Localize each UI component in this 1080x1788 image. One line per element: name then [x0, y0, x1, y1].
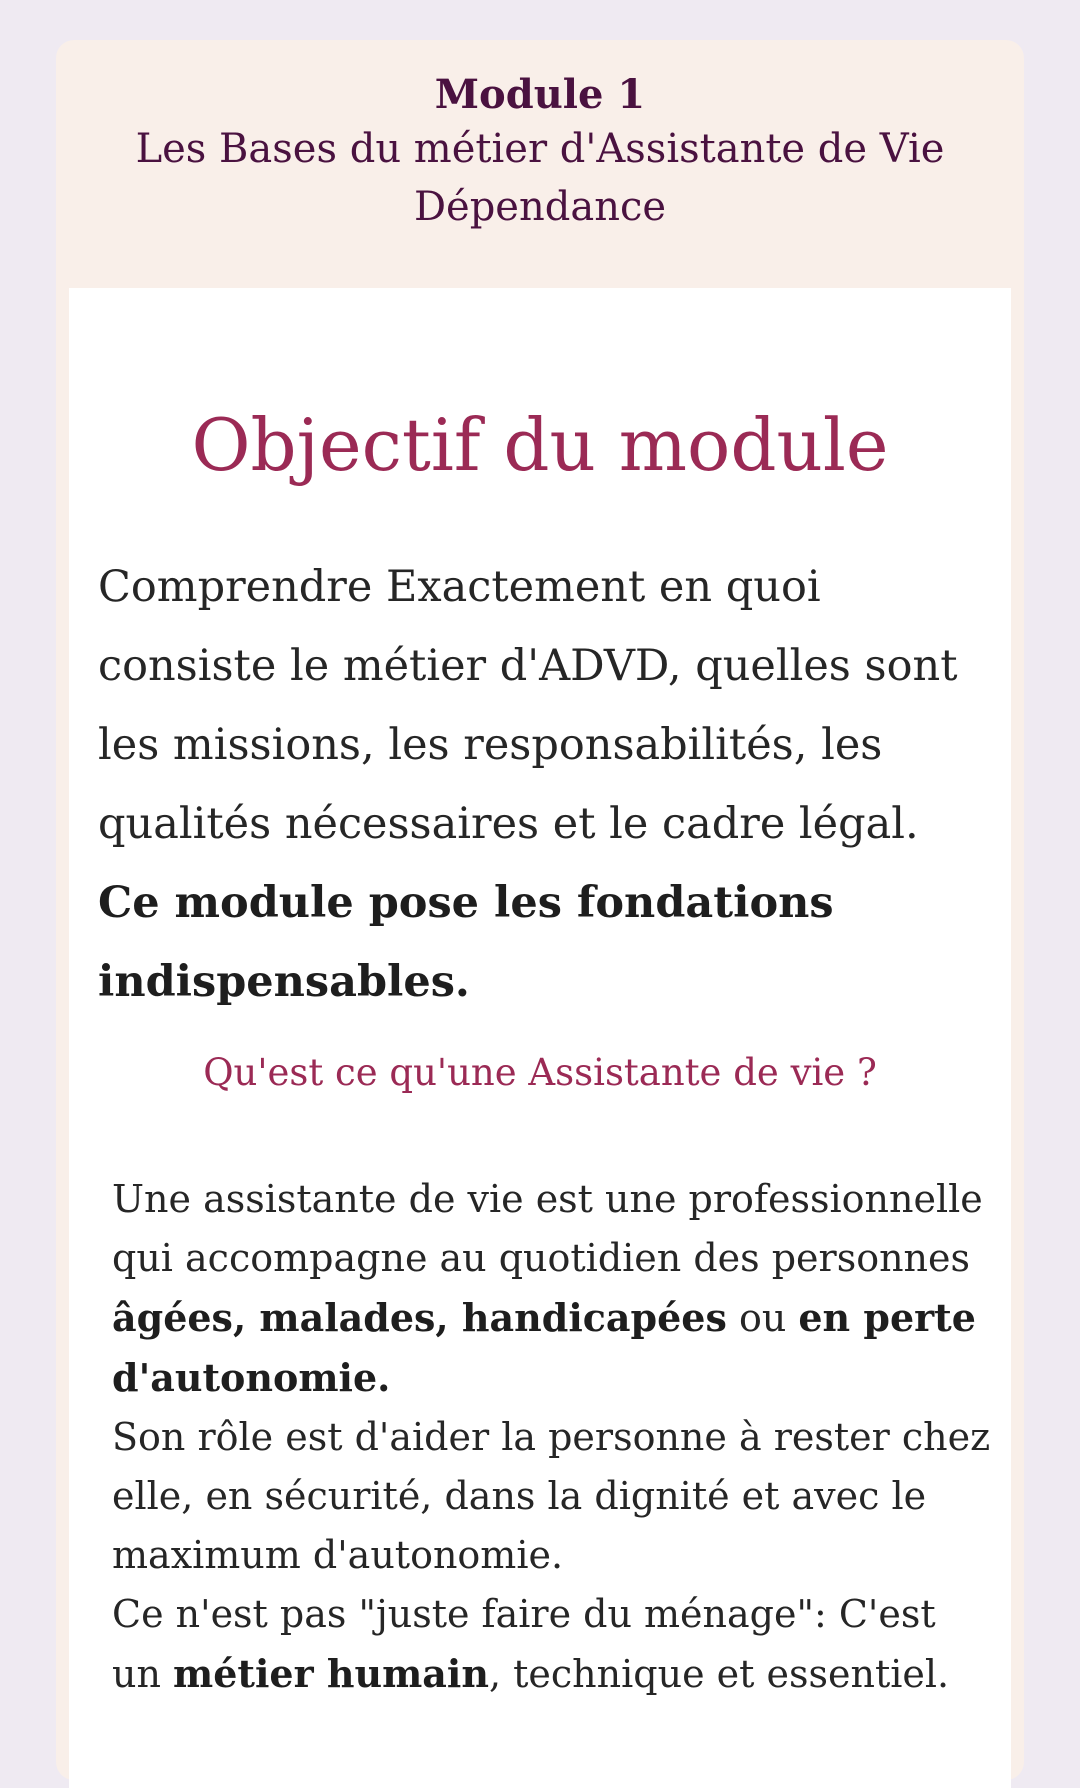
- objective-emphasis: Ce module pose les fondations indispensables.: [98, 878, 834, 1007]
- module-card: [56, 40, 1024, 1780]
- objective-title: Objectif du module: [191, 403, 889, 487]
- module-header: [56, 70, 1024, 236]
- definition-bold-people: âgées, malades, handicapées: [112, 1295, 727, 1340]
- definition-bold-metier: métier humain: [173, 1651, 489, 1696]
- definition-role: Son rôle est d'aider la personne à rester chez elle, en sécurité, dans la dignité et avec le maximum d'autonomie.: [112, 1415, 991, 1577]
- definition-question: Qu'est ce qu'une Assistante de vie ?: [203, 1051, 877, 1094]
- module-title: Les Bases du métier d'Assistante de Vie Dépendance: [135, 126, 945, 230]
- module-number: Module 1: [434, 71, 646, 118]
- definition-text: [112, 1170, 992, 1704]
- definition-ending: , technique et essentiel.: [488, 1652, 950, 1696]
- objective-text: [98, 548, 988, 1022]
- module-content: [69, 288, 1011, 1788]
- definition-conjunction: ou: [726, 1296, 799, 1340]
- definition-bold-autonomy: en perte d'autonomie.: [112, 1295, 976, 1400]
- objective-description: Comprendre Exactement en quoi consiste le métier d'ADVD, quelles sont les missions, les responsabilités, les qualités nécessaires et le cadre légal.: [98, 562, 958, 849]
- definition-intro: Une assistante de vie est une professionnelle qui accompagne au quotidien des personnes: [112, 1177, 983, 1280]
- definition-not-just: Ce n'est pas "juste faire du ménage": C'est un: [112, 1592, 936, 1696]
